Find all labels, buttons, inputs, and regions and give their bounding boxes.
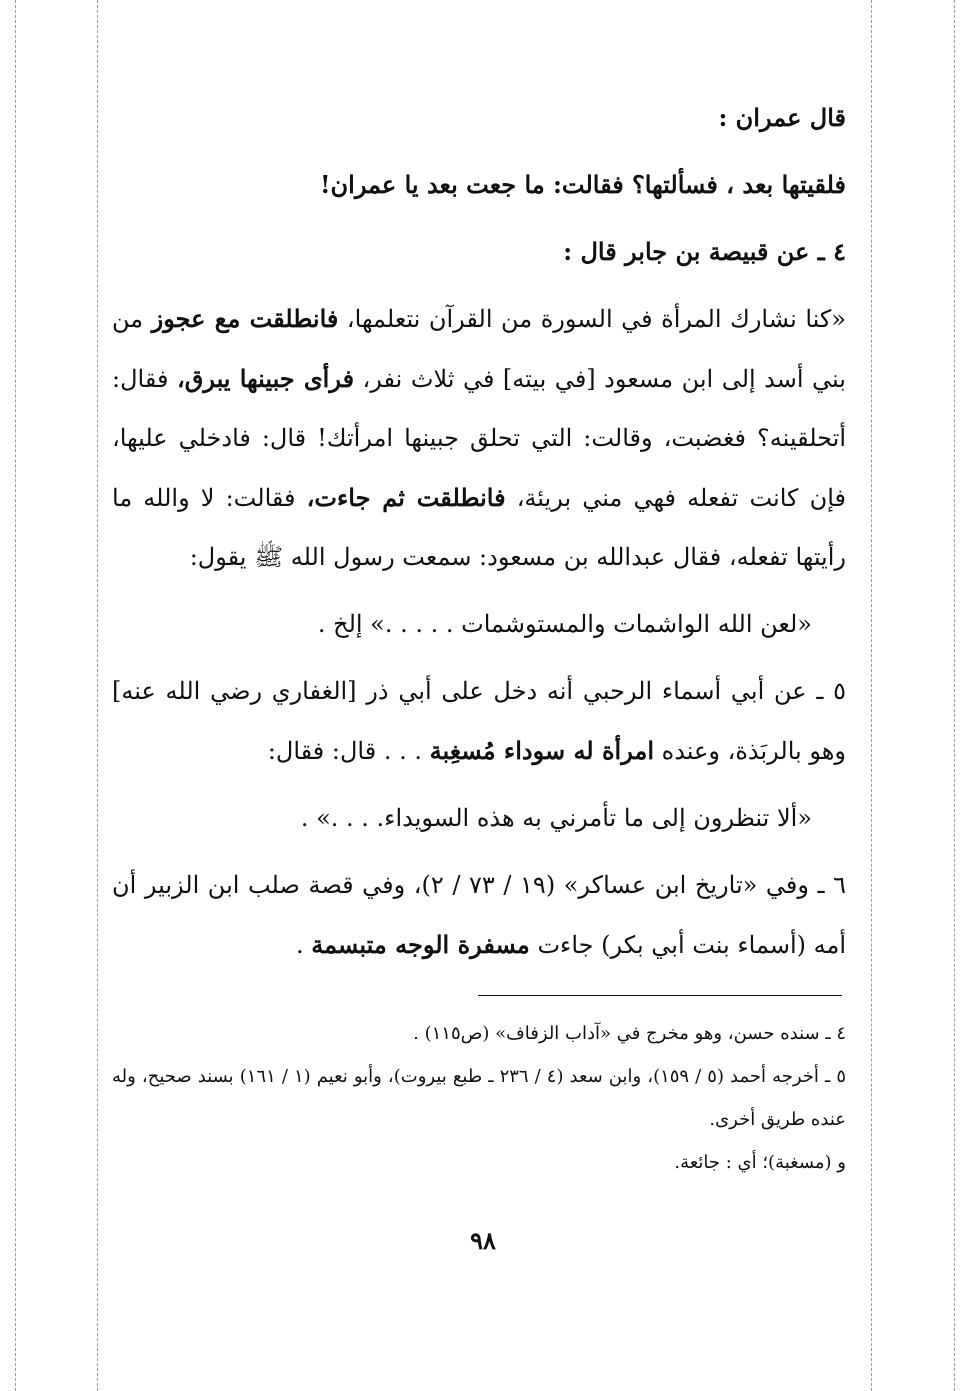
paragraph: «ألا تنظرون إلى ما تأمرني به هذه السويداء. . . .» . — [300, 804, 812, 832]
page-number: ٩٨ — [470, 1226, 496, 1255]
paragraph — [112, 662, 846, 781]
bold-text-run: فرأى جبينها يبرق، — [176, 364, 355, 393]
paragraph: «لعن الله الواشمات والمستوشمات . . . . .» إلخ . — [317, 610, 812, 638]
footnotes — [112, 1012, 846, 1184]
bold-text-run: مسفرة الوجه متبسمة — [311, 930, 530, 959]
footnote: و (مسغبة)؛ أي : جائعة. — [674, 1152, 846, 1173]
text-run: . . . قال: فقال: — [267, 737, 422, 765]
main-text — [112, 88, 846, 975]
paragraph: قال عمران : — [718, 103, 846, 132]
text-run: فقال: أتحلقينه؟ فغضبت، وقالت: التي تحلق جبينها امرأتك! قال: فادخلي عليها، فإن كانت تفعله فهي مني بريئة، — [112, 365, 846, 512]
text-run: «كنا نشارك المرأة في السورة من القرآن نتعلمها، — [346, 305, 846, 333]
bold-text-run: فانطلقت ثم جاءت، — [306, 483, 506, 512]
margin-guide-line — [97, 0, 98, 1391]
text-run: فقالت: لا والله ما رأيتها تفعله، فقال عبدالله بن مسعود: سمعت رسول الله ﷺ يقول: — [112, 484, 846, 571]
margin-guide-line — [871, 0, 872, 1391]
text-run: ٥ ـ عن أبي أسماء الرحبي أنه دخل على أبي ذر [الغفاري رضي الله عنه] وهو بالربَذة، وعنده — [112, 677, 846, 765]
margin-guide-line — [954, 0, 955, 1391]
text-run: . — [296, 931, 304, 959]
bold-text-run: فانطلقت مع عجوز — [151, 304, 339, 333]
paragraph: ٤ ـ عن قبيصة بن جابر قال : — [563, 237, 846, 266]
paragraph — [112, 289, 846, 587]
footnote-separator — [478, 995, 842, 996]
margin-guide-line — [15, 0, 16, 1391]
text-run: من بني أسد إلى ابن مسعود [في بيته] في ثلاث نفر، — [112, 305, 846, 393]
footnote: ٥ ـ أخرجه أحمد (٥ / ١٥٩)، وابن سعد (٤ / ٢٣٦ ـ طبع بيروت)، وأبو نعيم (١ / ١٦١) بسند صحيح، وله عنده طريق أخرى. — [112, 1066, 846, 1130]
text-run: ٦ ـ وفي «تاريخ ابن عساكر» (١٩ / ٧٣ / ٢)، وفي قصة صلب ابن الزبير أن أمه (أسماء بنت أبي بكر) جاءت — [112, 871, 847, 959]
paragraph — [112, 856, 846, 975]
paragraph: فلقيتها بعد ، فسألتها؟ فقالت: ما جعت بعد يا عمران! — [319, 170, 846, 199]
footnote: ٤ ـ سنده حسن، وهو مخرج في «آداب الزفاف» (ص١١٥) . — [413, 1023, 846, 1044]
bold-text-run: امرأة له سوداء مُسغِبة — [429, 736, 654, 765]
